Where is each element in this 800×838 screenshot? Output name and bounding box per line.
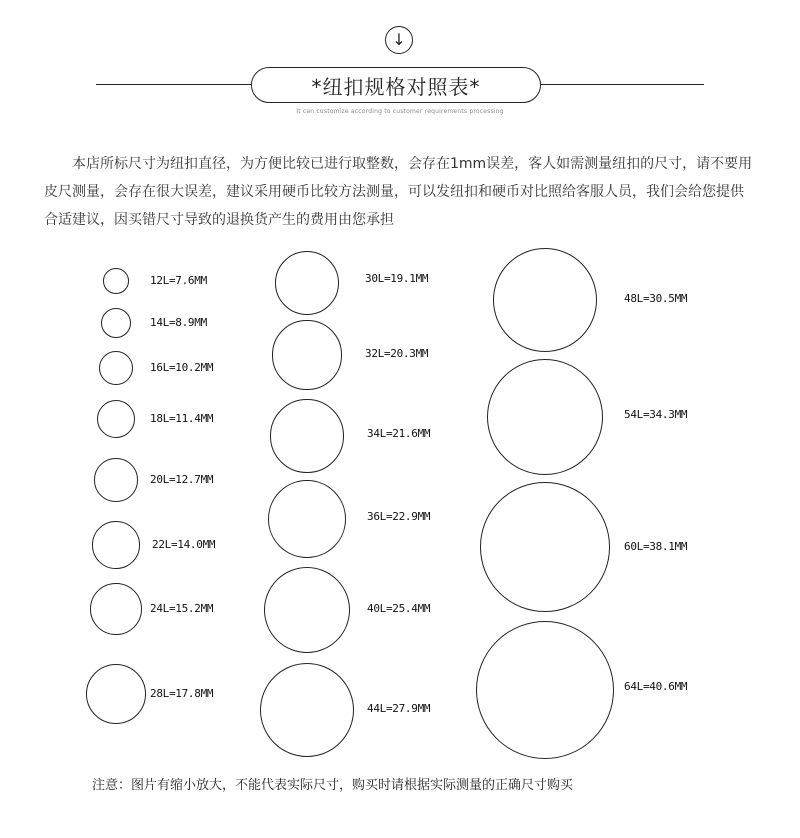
page-subtitle: It can customize according to customer requirements processing [296, 108, 504, 115]
down-arrow-icon: ↓ [385, 26, 413, 54]
button-size-circle [487, 359, 604, 476]
button-size-circle [480, 482, 610, 612]
footnote: 注意：图片有缩小放大，不能代表实际尺寸，购买时请根据实际测量的正确尺寸购买 [92, 778, 574, 793]
button-size-circle [264, 567, 350, 653]
button-size-label: 20L=12.7MM [150, 473, 214, 486]
button-size-label: 24L=15.2MM [150, 602, 214, 615]
button-size-circle [101, 308, 131, 338]
button-size-label: 64L=40.6MM [624, 680, 688, 693]
button-size-label: 40L=25.4MM [367, 602, 431, 615]
button-size-circle [272, 320, 341, 389]
button-size-label: 36L=22.9MM [367, 510, 431, 523]
button-size-label: 44L=27.9MM [367, 702, 431, 715]
button-size-label: 30L=19.1MM [365, 272, 429, 285]
button-size-circle [103, 268, 129, 294]
button-size-label: 28L=17.8MM [150, 687, 214, 700]
button-size-circle [90, 583, 142, 635]
button-size-circle [86, 664, 147, 725]
button-size-circle [270, 399, 343, 472]
page-title: *纽扣规格对照表* [251, 67, 541, 103]
button-size-circle [97, 400, 136, 439]
button-size-circle [94, 458, 137, 501]
button-size-circle [92, 521, 140, 569]
button-size-label: 14L=8.9MM [150, 316, 207, 329]
button-size-circle [260, 663, 355, 758]
button-size-label: 32L=20.3MM [365, 347, 429, 360]
button-size-label: 22L=14.0MM [152, 538, 216, 551]
button-size-label: 16L=10.2MM [150, 361, 214, 374]
button-size-circle [493, 248, 597, 352]
button-size-label: 60L=38.1MM [624, 540, 688, 553]
button-size-circle [99, 351, 134, 386]
button-size-label: 48L=30.5MM [624, 292, 688, 305]
button-size-circle [268, 480, 346, 558]
button-size-label: 34L=21.6MM [367, 427, 431, 440]
button-size-label: 12L=7.6MM [150, 274, 207, 287]
button-size-circle [275, 251, 340, 316]
button-size-label: 54L=34.3MM [624, 408, 688, 421]
button-size-circle [476, 621, 614, 759]
intro-paragraph: 本店所标尺寸为纽扣直径，为方便比较已进行取整数，会存在1mm误差，客人如需测量纽扣的尺寸，请不要用皮尺测量，会存在很大误差，建议采用硬币比较方法测量，可以发纽扣和硬币对比照给客服人员，我们会给您提供合适建议，因买错尺寸导致的退换货产生的费用由您承担 [44, 156, 753, 228]
button-size-label: 18L=11.4MM [150, 412, 214, 425]
